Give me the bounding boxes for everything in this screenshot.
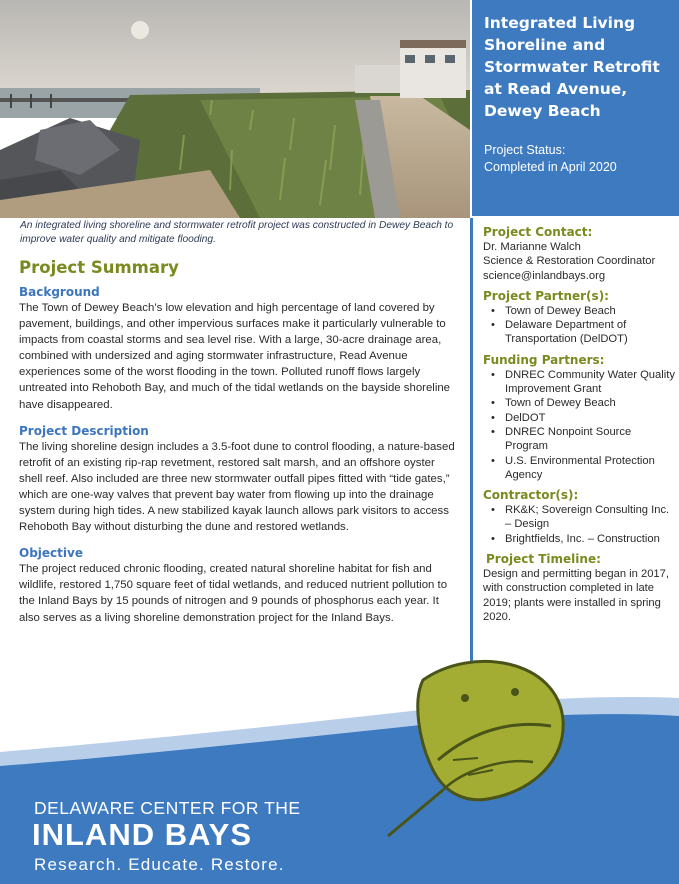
status-label: Project Status: — [484, 143, 566, 157]
contact-role: Science & Restoration Coordinator — [483, 255, 656, 268]
page-title: Integrated Living Shoreline and Stormwater Retrofit at Read Avenue, Dewey Beach — [484, 14, 660, 120]
contact-name: Dr. Marianne Walch — [483, 241, 581, 253]
background-text: The Town of Dewey Beach’s low elevation and high percentage of land covered by pavement, buildings, and other impervious surfaces make it particularly vulnerable to impacts from coastal storms and sea level rise. With a large, 30-acre drainage area, combined with undersized and aging stormwater infrastructure, Read Avenue experiences some of the worst flooding in the town. Polluted runoff flows largely untreated into Rehoboth Bay, and much of the tidal wetlands on the bayside shoreline have disappeared. — [19, 302, 451, 411]
objective-text: The project reduced chronic flooding, created natural shoreline habitat for fish and wildlife, restored 1,750 square feet of tidal wetlands, and reduced nutrient pollution to the Inland Bays by 15 pounds of nitrogen and 9 pounds of phosphorus each year. It also serves as a living shoreline demonstration project for the Inland Bays. — [19, 563, 448, 624]
contractors-list — [483, 503, 675, 546]
list-item: • DNREC Community Water Quality Improvement Grant — [483, 368, 675, 397]
description-heading: Project Description — [19, 423, 149, 438]
list-item: • DelDOT — [483, 411, 675, 425]
project-summary — [19, 258, 459, 626]
objective-heading: Objective — [19, 546, 83, 561]
description-text: The living shoreline design includes a 3.5-foot dune to control flooding, a nature-based retrofit of an existing rip-rap revetment, restored salt marsh, and an offshore oyster shell reef. Also included are three new stormwater outfall pipes fitted with “tide gates,” which are one-way valves that prevent bay water from flowing up into the drainage system during high tides. A new stabilized kayak launch allows park visitors to access Rehoboth Bay without disturbing the dune and restored wetlands. — [19, 440, 455, 534]
project-status — [484, 142, 667, 176]
list-item: • Delaware Department of Transportation (DelDOT) — [483, 318, 675, 347]
list-item: • Brightfields, Inc. – Construction — [483, 532, 675, 546]
contractors-heading: Contractor(s): — [483, 488, 579, 503]
org-name-line2: INLAND BAYS — [32, 817, 252, 852]
org-name-line1: DELAWARE CENTER FOR THE — [34, 798, 301, 818]
org-tagline: Research. Educate. Restore. — [34, 855, 285, 874]
hero-photo — [0, 0, 470, 218]
timeline-text: Design and permitting began in 2017, with construction completed in late 2019; plants were installed in spring 2020. — [483, 568, 669, 623]
partners-list — [483, 304, 675, 347]
timeline-heading: Project Timeline: — [486, 552, 601, 567]
summary-title: Project Summary — [19, 258, 179, 277]
contact-heading: Project Contact: — [483, 225, 593, 239]
partners-heading: Project Partner(s): — [483, 288, 609, 303]
status-value: Completed in April 2020 — [484, 160, 617, 174]
list-item: • Town of Dewey Beach — [483, 396, 675, 410]
list-item: • Town of Dewey Beach — [483, 304, 675, 318]
list-item: • U.S. Environmental Protection Agency — [483, 454, 675, 483]
photo-caption: An integrated living shoreline and stormwater retrofit project was constructed in Dewey Beach to improve water quality and mitigate flooding. — [20, 220, 454, 245]
horseshoe-crab-logo — [383, 640, 573, 845]
list-item: • DNREC Nonpoint Source Program — [483, 425, 675, 454]
sidebar — [483, 225, 675, 624]
background-heading: Background — [19, 285, 100, 299]
funding-heading: Funding Partners: — [483, 352, 605, 367]
contact-email[interactable]: science@inlandbays.org — [483, 269, 606, 282]
title-panel — [472, 0, 679, 216]
funding-list — [483, 368, 675, 482]
list-item: • RK&K; Sovereign Consulting Inc. – Design — [483, 503, 675, 532]
